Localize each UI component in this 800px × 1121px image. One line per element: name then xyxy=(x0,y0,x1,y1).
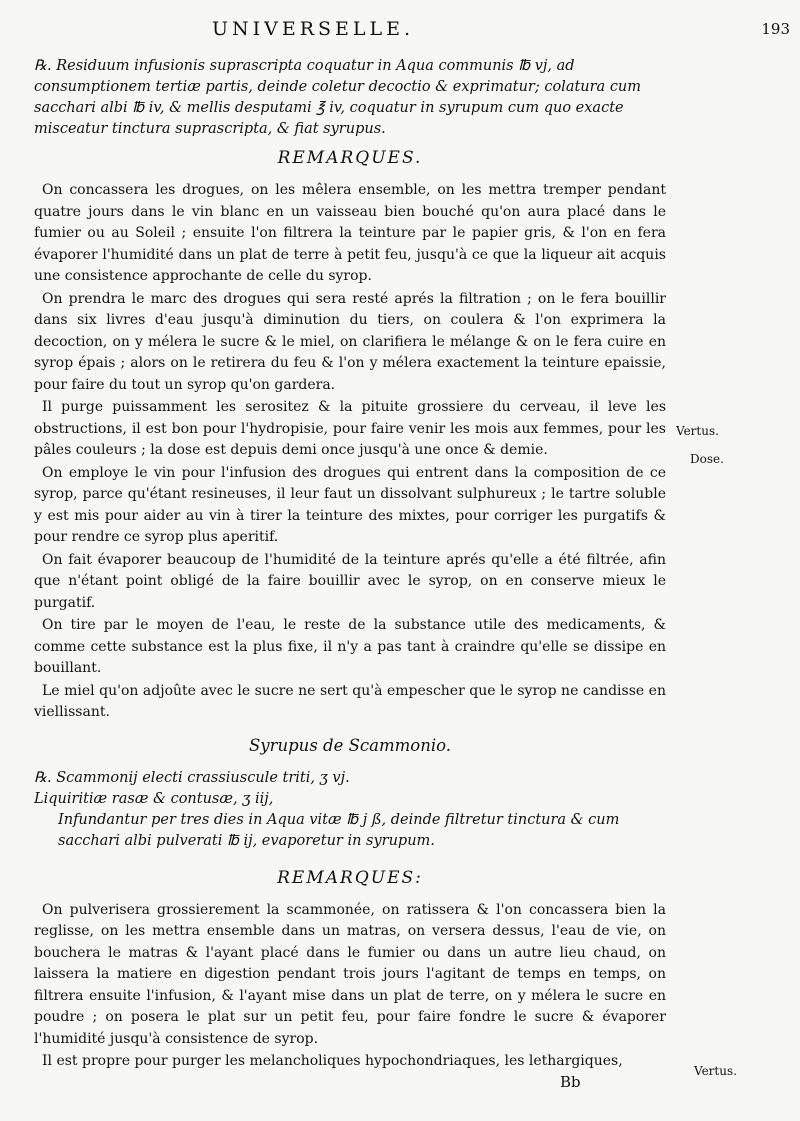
paragraph: On pulverisera grossierement la scammonée, on ratissera & l'on concassera bien la reglisse, on les mettra ensemble dans un matras, on versera dessus, l'eau de vie, on bouchera le matras & l'ayant placé dans le fumier ou dans un autre lieu chaud, on laissera la matiere en digestion pendant trois jours l'agitant de temps en temps, on filtrera ensuite l'infusion, & l'ayant mise dans un plat de terre, on y mélera le sucre en poudre ; on posera le plat sur un petit feu, pour faire fondre le sucre & évaporer l'humidité jusqu'à consistence de syrop. xyxy=(34,901,666,1047)
paragraph: On concassera les drogues, on les mêlera ensemble, on les mettra tremper pendant quatre jours dans le vin blanc en un vaisseau bien bouché qu'on aura placé dans le fumier ou au Soleil ; ensuite l'on filtrera la teinture par le papier gris, & l'on en fera évaporer l'humidité dans un plat de terre à petit feu, jusqu'à ce que la liqueur ait acquis une consistence approchante de celle du syrop. xyxy=(34,182,666,284)
section-heading-remarques-2: REMARQUES: xyxy=(277,867,423,888)
recipe-instruction: Infundantur per tres dies in Aqua vitæ ℔ j ß, deinde filtretur tinctura & cum sacchari albi pulverati ℔ ij, evaporetur in syrupum. xyxy=(58,811,620,849)
recipe-formula: ℞. Residuum infusionis suprascripta coquatur in Aqua communis ℔ vj, ad consumptionem tertiæ partis, deinde coletur decoctio & exprimatur; colatura cum sacchari albi ℔ iv, & mellis desputami ℥ iv, coquatur in syrupum cum quo exacte misceatur tinctura suprascripta, & fiat syrupus. xyxy=(34,58,642,137)
main-text xyxy=(34,56,666,1074)
paragraph: Le miel qu'on adjoûte avec le sucre ne sert qu'à empescher que le syrop ne candisse en viellissant. xyxy=(34,682,666,720)
recipe-ingredient: ℞. Scammonij electi crassiuscule triti, ʒ vj. xyxy=(34,769,350,786)
signature-mark: Bb xyxy=(560,1073,581,1091)
paragraph: On fait évaporer beaucoup de l'humidité de la teinture aprés qu'elle a été filtrée, afin que n'étant point obligé de la faire bouillir avec le syrop, on en conserve mieux le purgatif. xyxy=(34,551,666,611)
running-header xyxy=(0,18,800,48)
paragraph: On employe le vin pour l'infusion des drogues qui entrent dans la composition de ce syrop, parce qu'étant resineuses, il leur faut un dissolvant sulphureux ; le tartre soluble y est mis pour aider au vin à tirer la teinture des mixtes, pour corriger les purgatifs & pour rendre ce syrop plus aperitif. xyxy=(34,464,666,545)
paragraph-vertus: Il purge puissamment les serositez & la pituite grossiere du cerveau, il leve les obstructions, il est bon pour l'hydropisie, pour faire venir les mois aux femmes, pour les pâles couleurs ; la dose est depuis demi once jusqu'à une once & demie. xyxy=(34,399,666,458)
recipe-ingredient: Liquiritiæ rasæ & contusæ, ʒ iij, xyxy=(34,790,274,807)
page-number: 193 xyxy=(761,20,790,38)
paragraph: On prendra le marc des drogues qui sera resté aprés la filtration ; on le fera bouillir dans six livres d'eau jusqu'à diminution du tiers, on coulera & l'on exprimera la decoction, on y mélera le sucre & le miel, on clarifiera le mélange & on le fera cuire en syrop épais ; alors on le retirera du feu & l'on y mélera exactement la teinture epaissie, pour faire du tout un syrop qu'on gardera. xyxy=(34,290,666,393)
section-heading-remarques: REMARQUES. xyxy=(277,148,423,168)
paragraph-vertus: Il est propre pour purger les melancholiques hypochondriaques, les lethargiques, xyxy=(42,1053,623,1069)
recipe-title: Syrupus de Scammonio. xyxy=(248,735,451,755)
margin-note-vertus: Vertus. xyxy=(676,424,719,438)
running-title: UNIVERSELLE. xyxy=(212,18,415,40)
margin-note-vertus: Vertus. xyxy=(694,1064,737,1078)
paragraph: On tire par le moyen de l'eau, le reste de la substance utile des medicaments, & comme cette substance est la plus fixe, il n'y a pas tant à craindre qu'elle se dissipe en bouillant. xyxy=(34,617,666,676)
margin-note-dose: Dose. xyxy=(690,452,724,466)
